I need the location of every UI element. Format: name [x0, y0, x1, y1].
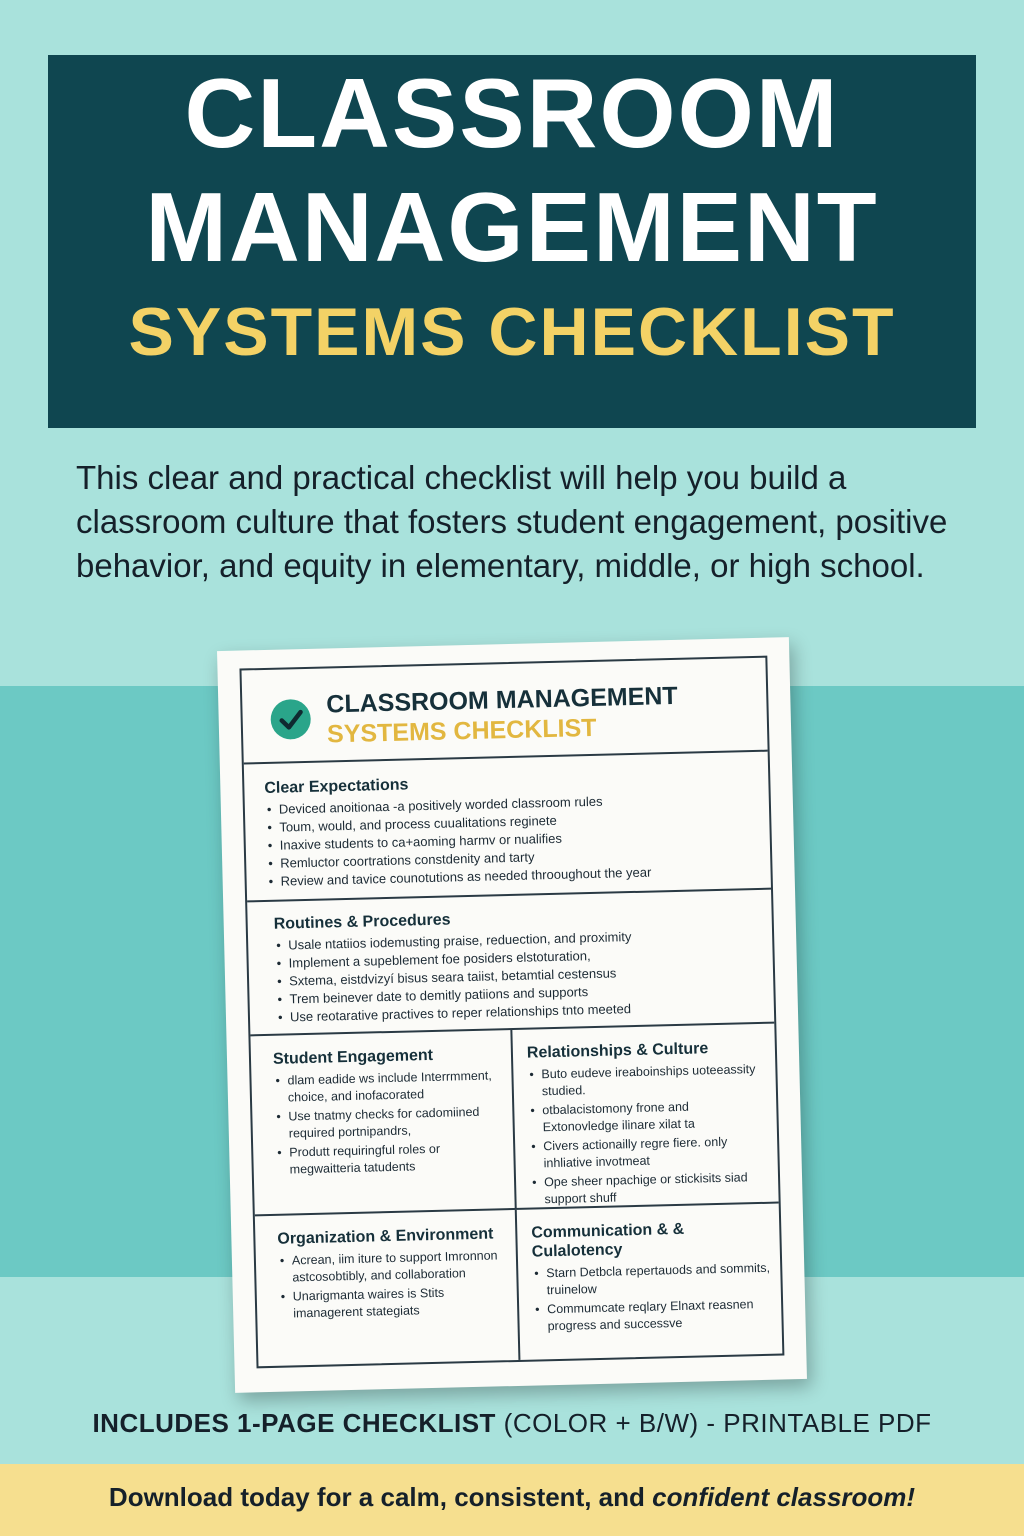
includes-caption [0, 1408, 1024, 1439]
list-item: • Usale ntatiios iodemusting praise, reduection, and proximity [274, 925, 754, 955]
section-clear-expectations [244, 752, 771, 903]
list-item: • Ope sheer npachige or stickisits siad support shuff [530, 1169, 769, 1209]
check-circle-icon [270, 699, 311, 740]
list-item: • Inaxive students to ca+aoming harmv or nualifies [266, 825, 752, 855]
section-organization-environment [255, 1210, 521, 1366]
checklist-grid-row-2 [255, 1204, 783, 1367]
footer-text-main: Download today for a calm, consistent, and [108, 1482, 653, 1512]
checklist-frame [239, 656, 784, 1369]
list-item: • Starn Detbcla repertauods and sommits, truinelow [532, 1260, 771, 1300]
section-heading: Relationships & Culture [526, 1040, 709, 1062]
footer-text [0, 1482, 1024, 1513]
list-item: • Deviced anoitionaa -a positively worded classroom rules [265, 789, 751, 819]
list-item: • dlam eadide ws include Interrmment, choice, and inofacorated [273, 1067, 502, 1107]
section-heading: Communication & & Culalotency [531, 1220, 685, 1261]
section-heading: Routines & Procedures [273, 911, 451, 933]
list-item: • Implement a supeblement foe posiders elstoturation, [274, 943, 754, 973]
section-relationships-culture [512, 1024, 778, 1208]
checklist-title-line-2: SYSTEMS CHECKLIST [326, 713, 597, 749]
list-item: • Trem beinever date to demitly patiions and supports [275, 979, 755, 1009]
list-item: • Civers actionailly regre fiere. only inhliative invotmeat [529, 1133, 768, 1173]
list-item: • otbalacistomony frone and Extonovledge ilinare xilat ta [528, 1097, 767, 1137]
checklist-grid-row-1 [250, 1024, 778, 1217]
checklist-header [242, 658, 768, 765]
title-banner [48, 55, 976, 428]
checklist-title-line-1: CLASSROOM MANAGEMENT [326, 681, 678, 719]
includes-rest: (COLOR + B/W) - PRINTABLE PDF [495, 1408, 932, 1438]
includes-bold: INCLUDES 1-PAGE CHECKLIST [92, 1408, 496, 1438]
section-heading: Clear Expectations [264, 776, 409, 797]
list-item: • Toum, would, and process cuualitations reginete [265, 807, 751, 837]
list-item: • Remluctor coortrations constdenity and tarty [266, 843, 752, 873]
footer-banner [0, 1464, 1024, 1536]
list-item: • Use tnatmy checks for cadomiined required portnipandrs, [274, 1103, 503, 1143]
list-item: • Commumcate reqlary Elnaxt reasnen progress and successve [533, 1296, 772, 1336]
list-item: • Produtt requiringful roles or megwaitteria tatudents [275, 1139, 504, 1179]
section-heading: Student Engagement [272, 1046, 434, 1068]
list-item: • Review and tavice counotutions as needed throoughout the year [266, 861, 752, 891]
checklist-preview [217, 637, 807, 1393]
list-item: • Unarigmanta waires is Stits imanagerent stategiats [279, 1283, 508, 1323]
title-line-2: MANAGEMENT [145, 172, 879, 282]
list-item: • Buto eudeve ireaboinships uoteeassity studied. [527, 1061, 766, 1101]
section-heading: Organization & Environment [277, 1225, 494, 1248]
section-communication [517, 1204, 783, 1360]
list-item: • Sxtema, eistdvizyí bisus seara taiist, betamtial cestensus [275, 961, 755, 991]
section-routines-procedures [247, 890, 774, 1037]
title-line-1: CLASSROOM [184, 58, 840, 168]
list-item: • Use reotarative practives to reper relationships tnto meeted [276, 997, 756, 1027]
intro-text: This clear and practical checklist will help you build a classroom culture that fosters student engagement, positive behavior, and equity in elementary, middle, or high school. [76, 459, 948, 584]
list-item: • Acrean, iim iture to support Imronnon astcosobtibly, and collaboration [278, 1247, 507, 1287]
title-line-3: SYSTEMS CHECKLIST [128, 294, 896, 370]
section-student-engagement [250, 1030, 516, 1214]
footer-text-italic: confident classroom! [652, 1482, 916, 1512]
